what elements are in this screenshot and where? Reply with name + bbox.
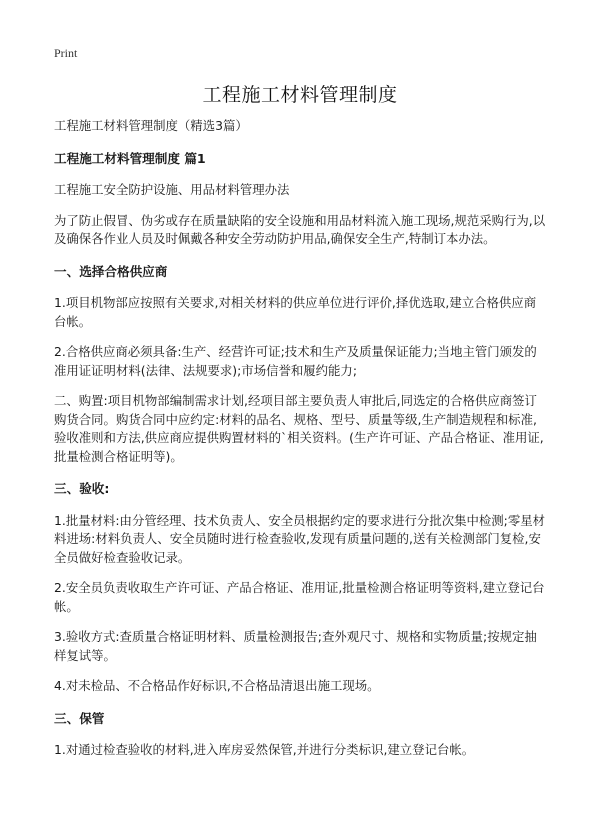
section-heading-storage: 三、保管 [54, 710, 105, 726]
paragraph-acceptance-methods: 3.验收方式:查质量合格证明材料、质量检测报告;查外观尺寸、规格和实物质量;按规定抽样复试等。 [54, 629, 537, 663]
paragraph-storage: 1.对通过检查验收的材料,进入库房妥然保管,并进行分类标识,建立登记台帐。 [54, 742, 475, 757]
paragraph-certificates: 2.安全员负责收取生产许可证、产品合格证、准用证,批量检测合格证明等资料,建立登记台帐。 [54, 580, 545, 614]
print-link[interactable]: Print [54, 46, 78, 60]
article-heading: 工程施工材料管理制度 篇1 [54, 150, 206, 166]
paragraph-batch-materials: 1.批量材料:由分管经理、技术负责人、安全员根据约定的要求进行分批次集中检测;零星材料进场:材料负责人、安全员随时进行检查验收,发现有质量问题的,送有关检测部门复检,安全员做好检查验收记录。 [54, 512, 546, 565]
section-heading-suppliers: 一、选择合格供应商 [54, 263, 168, 279]
document-title: 工程施工材料管理制度 [202, 84, 398, 106]
article-title: 工程施工安全防护设施、用品材料管理办法 [54, 182, 290, 197]
document-subtitle: 工程施工材料管理制度（精选3篇） [54, 118, 248, 133]
intro-paragraph: 为了防止假冒、伪劣或存在质量缺陷的安全设施和用品材料流入施工现场,规范采购行为,以及确保各作业人员及时佩戴各种安全劳动防护用品,确保安全生产,特制订本办法。 [54, 212, 546, 246]
section-heading-acceptance: 三、验收: [54, 481, 110, 496]
paragraph-nonconforming: 4.对未检品、不合格品作好标识,不合格品清退出施工现场。 [54, 678, 380, 693]
paragraph-purchasing: 二、购置:项目机物部编制需求计划,经项目部主要负责人审批后,同选定的合格供应商签订购货合同。购货合同中应约定:材料的品名、规格、型号、质量等级,生产制造规程和标准,验收准则和方法,供应商应提供购置材料的`相关资料。(生产许可证、产品合格证、准用证,批量检测合格证明等)。 [54, 393, 544, 464]
document-body [54, 117, 548, 760]
paragraph-supplier-evaluation: 1.项目机物部应按照有关要求,对相关材料的供应单位进行评价,择优选取,建立合格供应商台帐。 [54, 295, 537, 329]
paragraph-supplier-requirements: 2.合格供应商必须具备:生产、经营许可证;技术和生产及质量保证能力;当地主管门颁发的准用证证明材料(法律、法规要求);市场信誉和履约能力; [54, 344, 537, 378]
